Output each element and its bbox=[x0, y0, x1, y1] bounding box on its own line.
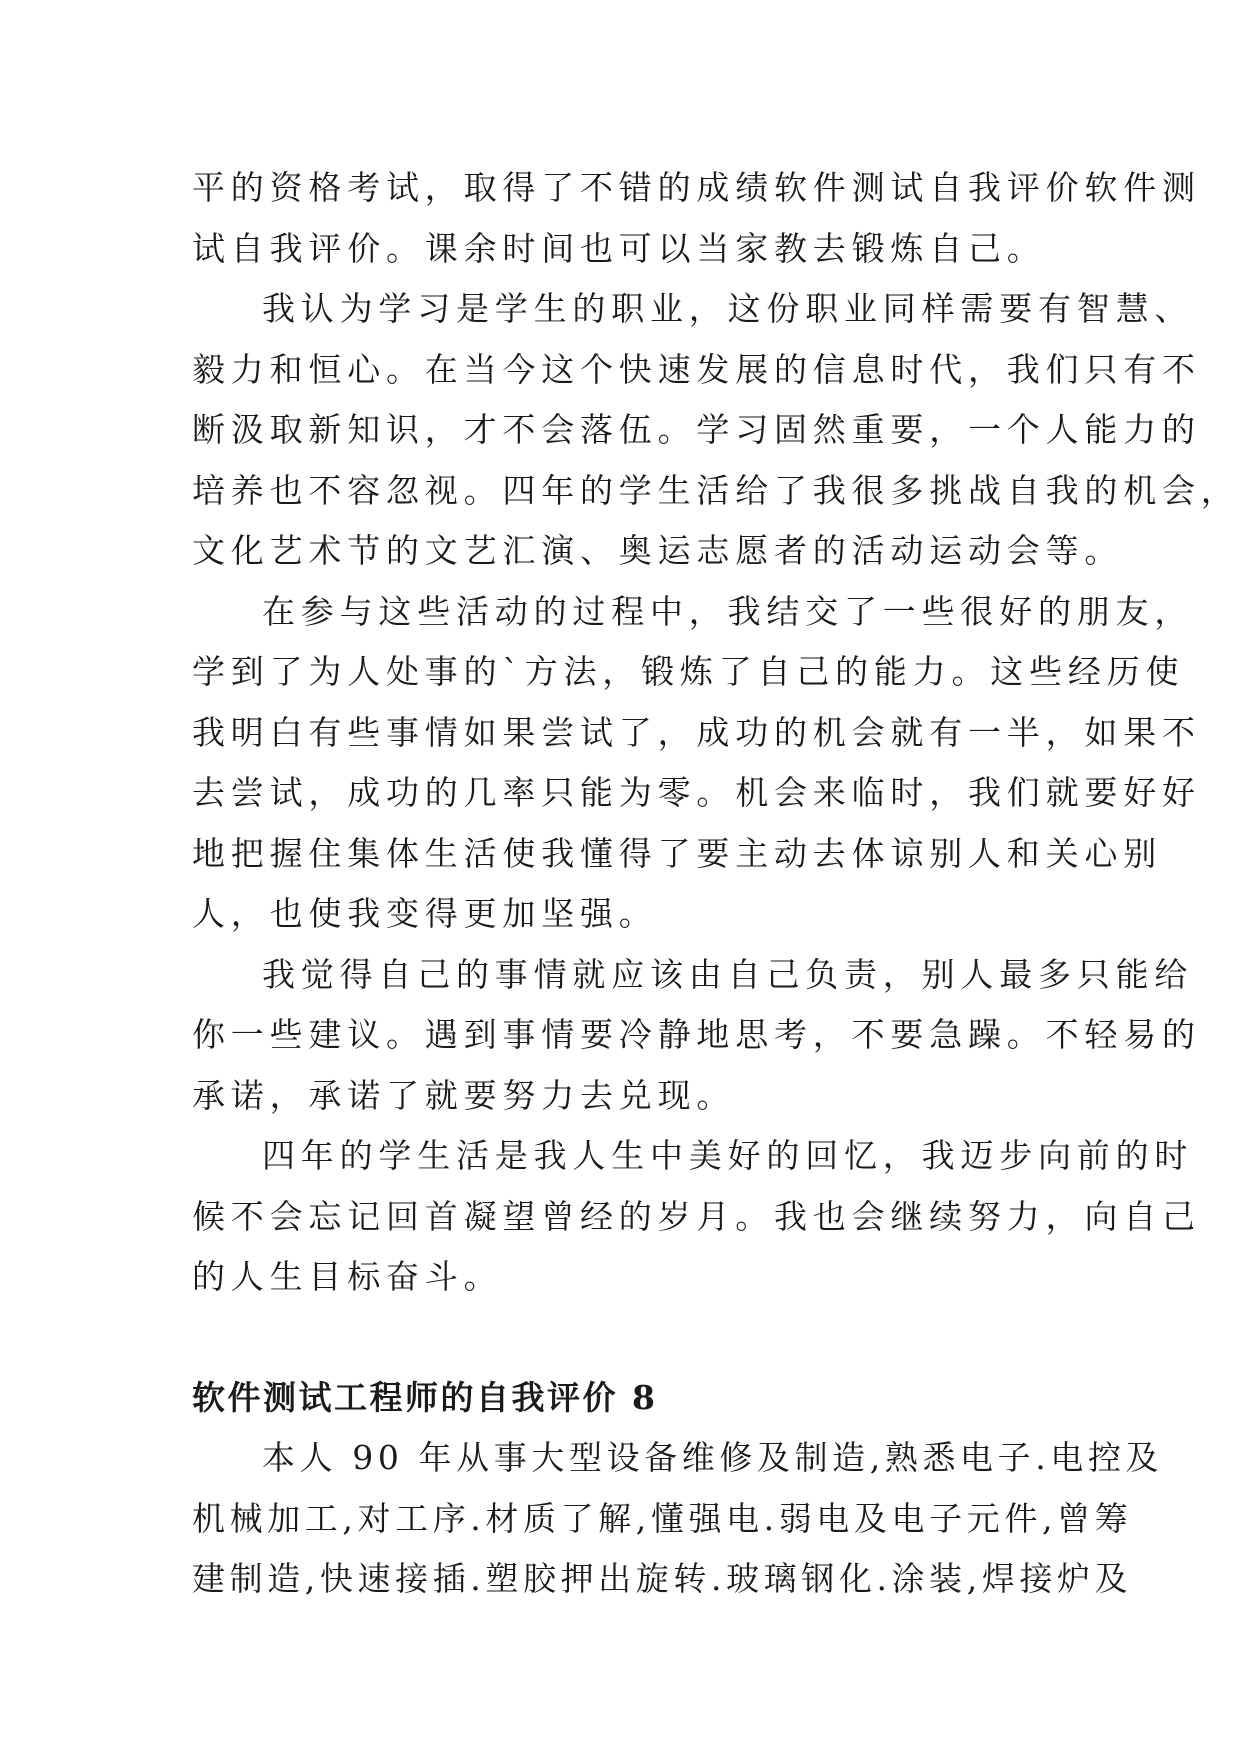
text-line: 建制造,快速接插.塑胶押出旋转.玻璃钢化.涂装,焊接炉及 bbox=[192, 1559, 1133, 1598]
paragraph-4 bbox=[192, 945, 1201, 1127]
text-line: 本人 90 年从事大型设备维修及制造,熟悉电子.电控及 bbox=[262, 1438, 1164, 1477]
text-line: 文化艺术节的文艺汇演、奥运志愿者的活动运动会等。 bbox=[192, 531, 1124, 570]
text-line: 的人生目标奋斗。 bbox=[192, 1257, 503, 1296]
text-line: 在参与这些活动的过程中，我结交了一些很好的朋友， bbox=[262, 591, 1194, 631]
paragraph-1 bbox=[192, 158, 1201, 279]
text-line: 地把握住集体生活使我懂得了要主动去体谅别人和关心别 bbox=[192, 833, 1162, 873]
paragraph-5 bbox=[192, 1126, 1201, 1308]
text-line: 人，也使我变得更加坚强。 bbox=[192, 894, 658, 933]
text-line: 四年的学生活是我人生中美好的回忆，我迈步向前的时 bbox=[262, 1136, 1194, 1175]
text-line: 平的资格考试，取得了不错的成绩软件测试自我评价软件测 bbox=[192, 168, 1201, 207]
paragraph-3 bbox=[192, 582, 1201, 945]
text-line: 去尝试，成功的几率只能为零。机会来临时，我们就要好好 bbox=[192, 773, 1201, 812]
text-line: 机械加工,对工序.材质了解,懂强电.弱电及电子元件,曾筹 bbox=[192, 1498, 1133, 1538]
section-spacer bbox=[192, 1308, 1072, 1368]
section-paragraph bbox=[192, 1428, 1164, 1610]
text-line: 毅力和恒心。在当今这个快速发展的信息时代，我们只有不 bbox=[192, 349, 1201, 389]
text-line: 候不会忘记回首凝望曾经的岁月。我也会继续努力，向自己 bbox=[192, 1196, 1201, 1236]
text-line: 断汲取新知识，才不会落伍。学习固然重要，一个人能力的 bbox=[192, 410, 1201, 449]
document-body bbox=[192, 158, 1240, 1610]
text-line: 我觉得自己的事情就应该由自己负责，别人最多只能给 bbox=[262, 954, 1194, 994]
text-line: 承诺，承诺了就要努力去兑现。 bbox=[192, 1075, 736, 1115]
text-line: 培养也不容忽视。四年的学生活给了我很多挑战自我的机会， bbox=[192, 470, 1240, 510]
text-line: 我认为学习是学生的职业，这份职业同样需要有智慧、 bbox=[262, 289, 1194, 328]
paragraph-2 bbox=[192, 279, 1240, 582]
section-heading: 软件测试工程师的自我评价 8 bbox=[192, 1377, 658, 1417]
text-line: 我明白有些事情如果尝试了，成功的机会就有一半，如果不 bbox=[192, 712, 1201, 752]
text-line: 试自我评价。课余时间也可以当家教去锻炼自己。 bbox=[192, 228, 1046, 268]
text-line: 学到了为人处事的`方法，锻炼了自己的能力。这些经历使 bbox=[192, 652, 1185, 691]
text-line: 你一些建议。遇到事情要冷静地思考，不要急躁。不轻易的 bbox=[192, 1015, 1201, 1054]
